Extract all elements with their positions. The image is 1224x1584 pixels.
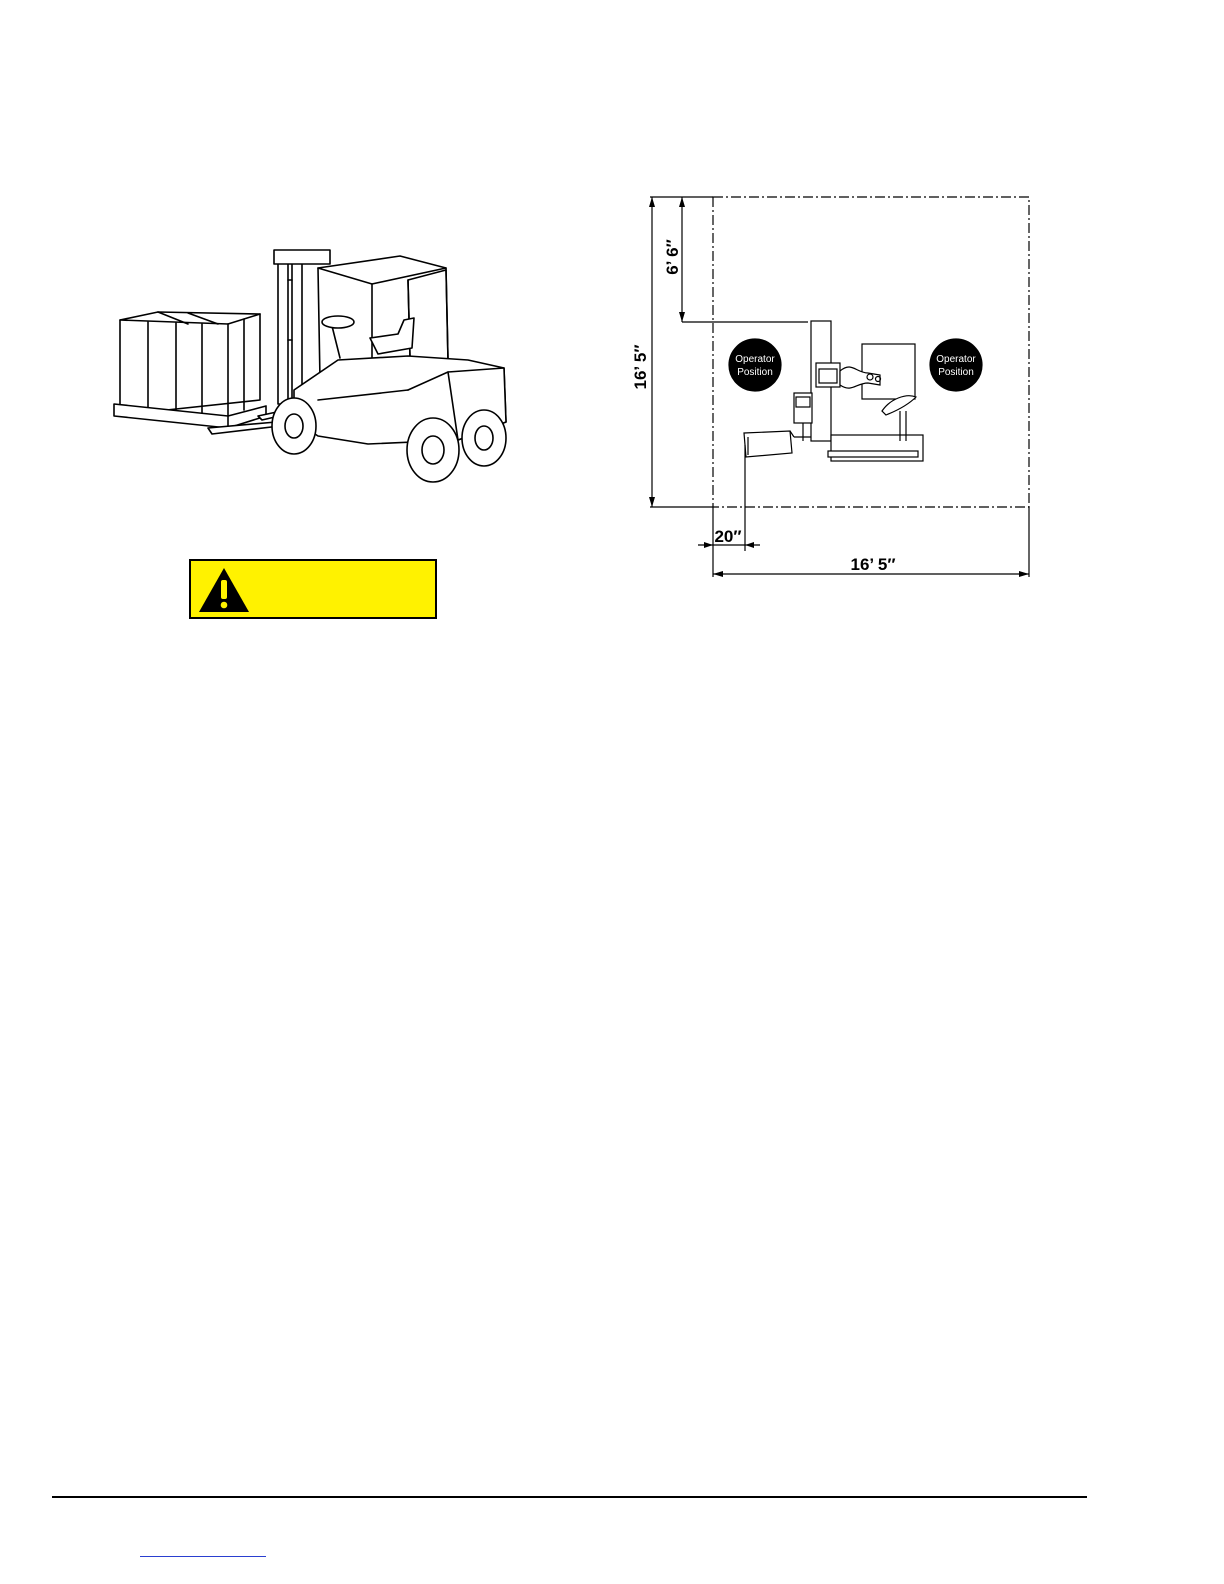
operator-left-line1: Operator [735,354,775,365]
footer-rule [52,1496,1087,1498]
operator-position-right [930,339,982,391]
dim-height-label: 16’ 5″ [631,344,650,390]
pallet-load [114,312,266,428]
dim-offset-label: 20″ [714,527,742,546]
operator-right-line1: Operator [936,354,976,365]
dim-clearance-label: 6’ 6″ [663,239,682,275]
forklift-illustration [108,240,518,490]
caution-banner [189,559,437,619]
dim-width-label: 16’ 5″ [850,555,896,574]
operating-area-diagram [620,185,1050,585]
operator-left-line2: Position [737,367,773,378]
operator-position-left [729,339,781,391]
footer-link-underline[interactable] [140,1556,266,1557]
operator-right-line2: Position [938,367,974,378]
warning-triangle-icon [197,565,251,615]
machine-plan-view [744,321,923,461]
